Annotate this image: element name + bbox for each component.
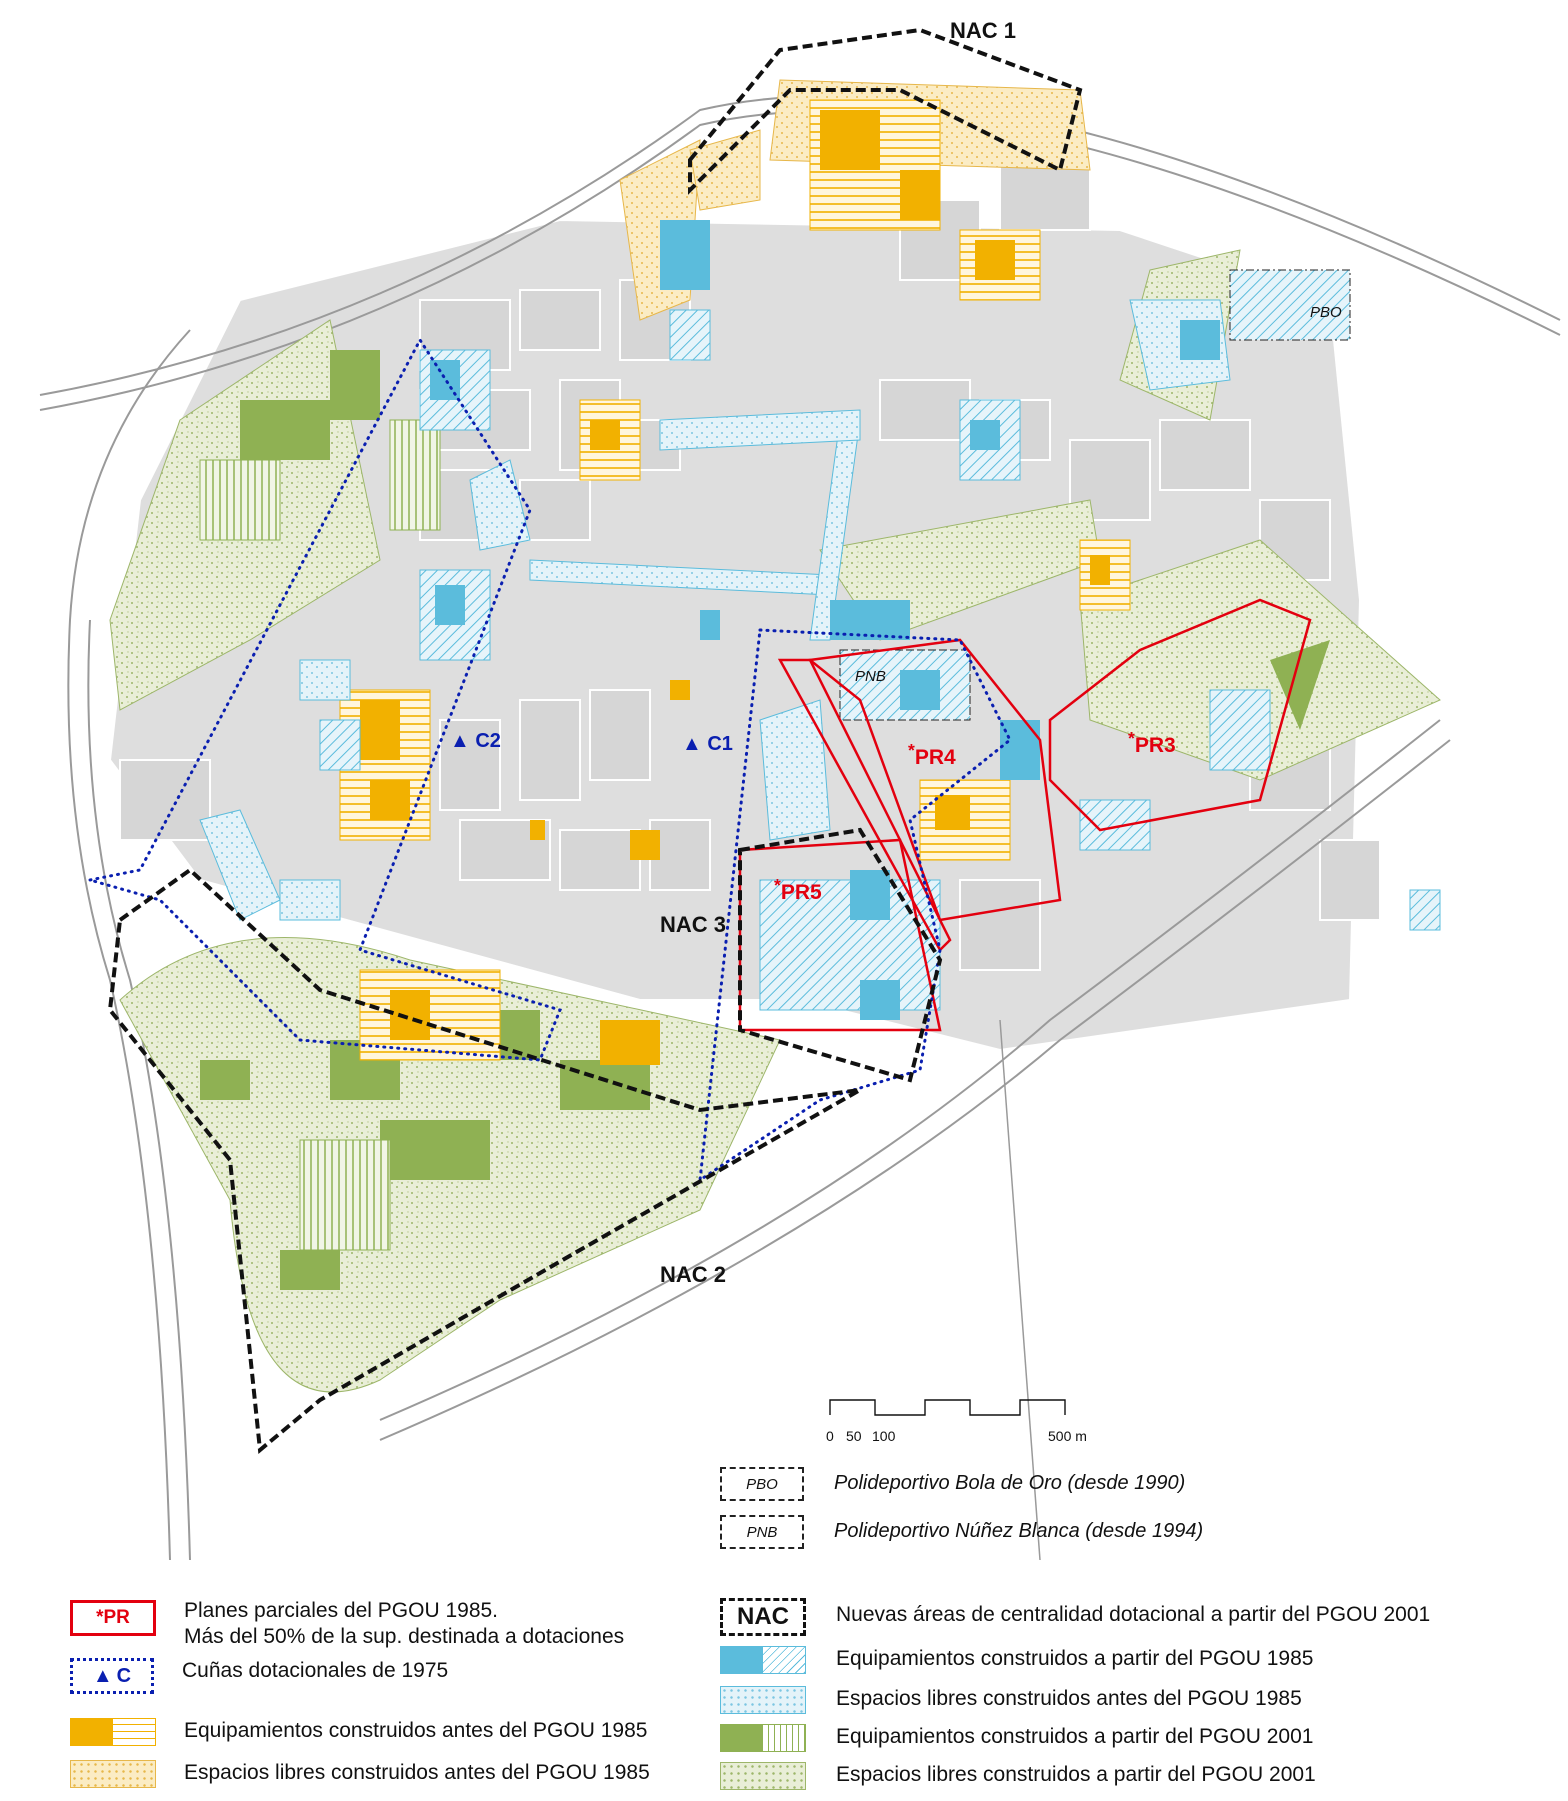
nac-description: Nuevas áreas de centralidad dotacional a partir del PGOU 2001 bbox=[836, 1603, 1431, 1626]
legend-pnb bbox=[720, 1515, 1203, 1549]
pr-description-line1: Planes parciales del PGOU 1985. bbox=[184, 1599, 499, 1622]
open-before-1985-blue-description: Espacios libres construidos antes del PGOU 1985 bbox=[836, 1687, 1302, 1710]
label-pr4-text: PR4 bbox=[914, 746, 956, 769]
facilities-after-1985-description: Equipamientos construidos a partir del PGOU 1985 bbox=[836, 1647, 1314, 1670]
pnb-symbol bbox=[720, 1515, 804, 1549]
legend-open-after-2001 bbox=[720, 1762, 1316, 1790]
pnb-symbol-text: PNB bbox=[746, 1523, 778, 1541]
open-after-2001-swatch bbox=[720, 1762, 806, 1790]
cunas-description: Cuñas dotacionales de 1975 bbox=[182, 1659, 449, 1682]
legend-open-before-1985-blue bbox=[720, 1686, 1302, 1714]
label-c1 bbox=[682, 733, 733, 756]
cunas-symbol-text: C bbox=[116, 1664, 132, 1687]
facilities-after-2001-swatch bbox=[720, 1724, 806, 1752]
legend-facilities-after-2001 bbox=[720, 1724, 1313, 1752]
swatch-hatched bbox=[763, 1725, 805, 1751]
asterisk-mark: * bbox=[1128, 728, 1135, 748]
facilities-after-1985-swatch bbox=[720, 1646, 806, 1674]
swatch-solid bbox=[721, 1725, 763, 1751]
swatch-solid bbox=[71, 1719, 113, 1745]
legend-nac bbox=[720, 1598, 1430, 1636]
label-c2-text: C2 bbox=[475, 730, 501, 752]
label-pr5-text: PR5 bbox=[780, 881, 822, 904]
open-after-2001-description: Espacios libres construidos a partir del PGOU 2001 bbox=[836, 1763, 1316, 1786]
label-pnb: PNB bbox=[855, 668, 886, 685]
open-before-1985-blue-swatch bbox=[720, 1686, 806, 1714]
pbo-symbol bbox=[720, 1467, 804, 1501]
legend-pr bbox=[70, 1598, 624, 1650]
triangle-icon: ▲ bbox=[450, 730, 470, 752]
scale-tick-0: 0 bbox=[826, 1428, 834, 1444]
pbo-description: Polideportivo Bola de Oro (desde 1990) bbox=[834, 1472, 1186, 1494]
scale-tick-50: 50 bbox=[846, 1428, 862, 1444]
pr-description bbox=[184, 1598, 624, 1650]
pnb-description: Polideportivo Núñez Blanca (desde 1994) bbox=[834, 1520, 1204, 1542]
legend-cunas bbox=[70, 1658, 448, 1694]
asterisk-mark: * bbox=[908, 740, 915, 760]
label-nac1: NAC 1 bbox=[950, 18, 1017, 43]
swatch-hatched bbox=[113, 1719, 155, 1745]
legend-pbo bbox=[720, 1467, 1185, 1501]
facilities-before-1985-swatch bbox=[70, 1718, 156, 1746]
nac-symbol-text: NAC bbox=[737, 1603, 789, 1630]
open-before-1985-orange-description: Espacios libres construidos antes del PGOU 1985 bbox=[184, 1761, 650, 1784]
label-nac3: NAC 3 bbox=[660, 912, 727, 937]
facilities-after-2001-description: Equipamientos construidos a partir del PGOU 2001 bbox=[836, 1725, 1314, 1748]
label-pr3 bbox=[1128, 728, 1176, 758]
swatch-solid bbox=[721, 1647, 763, 1673]
label-pr5 bbox=[774, 875, 822, 905]
pbo-symbol-text: PBO bbox=[746, 1475, 778, 1493]
pr-description-line2: Más del 50% de la sup. destinada a dotaciones bbox=[184, 1625, 625, 1648]
label-pr4 bbox=[908, 740, 956, 770]
label-pbo: PBO bbox=[1310, 304, 1342, 321]
nac-symbol bbox=[720, 1598, 806, 1636]
pr-symbol bbox=[70, 1600, 156, 1636]
swatch-hatched bbox=[763, 1647, 805, 1673]
asterisk-mark: * bbox=[774, 875, 781, 895]
label-c2 bbox=[450, 730, 501, 753]
label-c1-text: C1 bbox=[707, 733, 733, 755]
legend-facilities-after-1985 bbox=[720, 1646, 1313, 1674]
scale-tick-500: 500 m bbox=[1048, 1428, 1087, 1444]
pr-symbol-text: *PR bbox=[96, 1607, 130, 1628]
open-before-1985-orange-swatch bbox=[70, 1760, 156, 1788]
triangle-icon: ▲ bbox=[92, 1664, 113, 1687]
triangle-icon: ▲ bbox=[682, 733, 702, 755]
legend-facilities-before-1985 bbox=[70, 1718, 647, 1746]
scale-tick-100: 100 bbox=[872, 1428, 896, 1444]
legend-open-before-1985-orange bbox=[70, 1760, 650, 1788]
label-pr3-text: PR3 bbox=[1134, 734, 1176, 757]
label-nac2: NAC 2 bbox=[660, 1262, 727, 1287]
facilities-before-1985-description: Equipamientos construidos antes del PGOU 1985 bbox=[184, 1719, 648, 1742]
cunas-symbol bbox=[70, 1658, 154, 1694]
